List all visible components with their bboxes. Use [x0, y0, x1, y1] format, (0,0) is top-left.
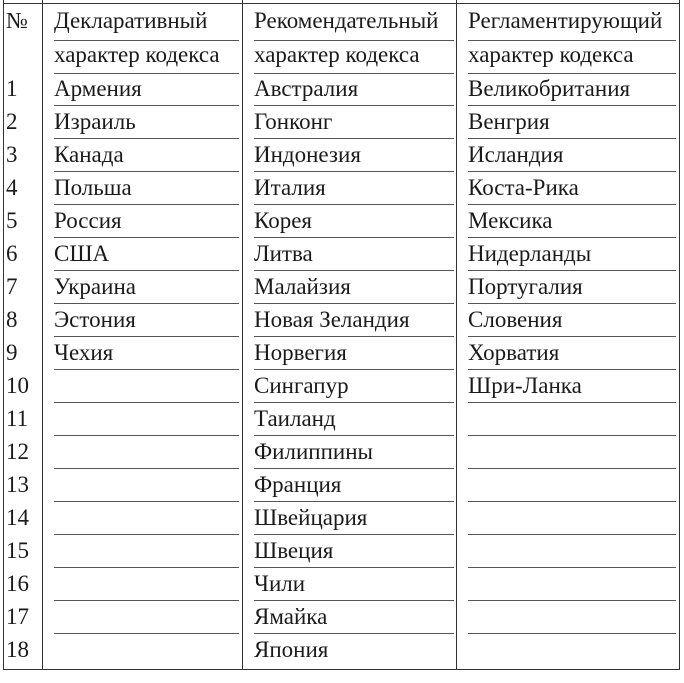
country-cell-col3: [468, 600, 676, 633]
country-cell-col1: Украина: [54, 274, 136, 299]
column-divider-3: [456, 0, 457, 669]
country-cell-col1: [54, 402, 239, 435]
country-cell-col2: Австралия: [254, 76, 359, 101]
country-cell-col2: Индонезия: [254, 142, 361, 167]
column-divider-2: [242, 0, 243, 669]
country-cell-col1: [54, 369, 239, 402]
header-underline-col3: [468, 40, 676, 41]
header-col1-line2: характер кодекса: [54, 42, 220, 67]
country-cell-col1: Россия: [54, 208, 122, 233]
country-cell-col2: Ямайка: [254, 604, 328, 629]
country-cell-col1: [54, 600, 239, 633]
country-cell-col2: Филиппины: [254, 439, 373, 464]
country-cell-col3: [468, 501, 676, 534]
country-cell-col2: Гонконг: [254, 109, 333, 134]
country-cell-col2: Корея: [254, 208, 312, 233]
row-number: 17: [6, 604, 29, 629]
countries-table: [3, 0, 680, 670]
row-number: 5: [6, 208, 18, 233]
row-number: 10: [6, 373, 29, 398]
country-cell-col3: Исландия: [468, 142, 564, 167]
country-cell-col2: Литва: [254, 241, 313, 266]
country-cell-col3: [468, 534, 676, 567]
country-cell-col2: Япония: [254, 637, 329, 662]
row-number: 14: [6, 505, 29, 530]
header-col3-line2: характер кодекса: [468, 42, 634, 67]
country-cell-col1: [54, 468, 239, 501]
row-number: 11: [6, 406, 29, 431]
header-col2-line1: Рекомендательный: [254, 8, 439, 33]
country-cell-col2: Чили: [254, 571, 306, 596]
country-cell-col2: Новая Зеландия: [254, 307, 410, 332]
country-cell-col3: [468, 435, 676, 468]
row-number: 12: [6, 439, 29, 464]
country-cell-col2: Сингапур: [254, 373, 349, 398]
country-cell-col1: [54, 501, 239, 534]
country-cell-col3: Великобритания: [468, 76, 631, 101]
country-cell-col2: Швеция: [254, 538, 334, 563]
header-col2-line2: характер кодекса: [254, 42, 420, 67]
row-number: 3: [6, 142, 18, 167]
country-cell-col2: Италия: [254, 175, 326, 200]
country-cell-col1: Армения: [54, 76, 142, 101]
country-cell-col2: Таиланд: [254, 406, 336, 431]
country-cell-col2: Норвегия: [254, 340, 347, 365]
row-number: 9: [6, 340, 18, 365]
country-cell-col3: Хорватия: [468, 340, 560, 365]
country-cell-col2: Малайзия: [254, 274, 351, 299]
row-number: 15: [6, 538, 29, 563]
row-number: 16: [6, 571, 29, 596]
country-cell-col1: США: [54, 241, 110, 266]
row-number: 1: [6, 76, 18, 101]
country-cell-col1: Чехия: [54, 340, 114, 365]
country-cell-col3: Шри-Ланка: [468, 373, 582, 398]
row-number: 7: [6, 274, 18, 299]
country-cell-col1: Канада: [54, 142, 124, 167]
country-cell-col3: Венгрия: [468, 109, 550, 134]
country-cell-col3: Коста-Рика: [468, 175, 579, 200]
row-number: 8: [6, 307, 18, 332]
header-col3-line1: Регламентирующий: [468, 8, 663, 33]
country-cell-col1: Польша: [54, 175, 132, 200]
country-cell-col2: Франция: [254, 472, 342, 497]
country-cell-col3: Словения: [468, 307, 563, 332]
country-cell-col1: [54, 534, 239, 567]
header-underline-col1: [54, 40, 239, 41]
country-cell-col1: [54, 633, 239, 666]
country-cell-col1: Израиль: [54, 109, 136, 134]
country-cell-col3: Португалия: [468, 274, 583, 299]
country-cell-col1: [54, 567, 239, 600]
row-number: 13: [6, 472, 29, 497]
country-cell-col1: Эстония: [54, 307, 136, 332]
country-cell-col3: [468, 468, 676, 501]
row-number: 6: [6, 241, 18, 266]
country-cell-col3: [468, 567, 676, 600]
country-cell-col2: Швейцария: [254, 505, 368, 530]
header-underline-col2: [254, 40, 454, 41]
country-cell-col3: Нидерланды: [468, 241, 592, 266]
row-number: 4: [6, 175, 18, 200]
row-number: 2: [6, 109, 18, 134]
column-divider-1: [42, 0, 43, 669]
country-cell-col3: Мексика: [468, 208, 553, 233]
header-number: №: [6, 8, 28, 33]
country-cell-col3: [468, 402, 676, 435]
row-number: 18: [6, 637, 29, 662]
country-cell-col1: [54, 435, 239, 468]
country-cell-col3: [468, 633, 676, 666]
header-col1-line1: Декларативный: [54, 8, 208, 33]
